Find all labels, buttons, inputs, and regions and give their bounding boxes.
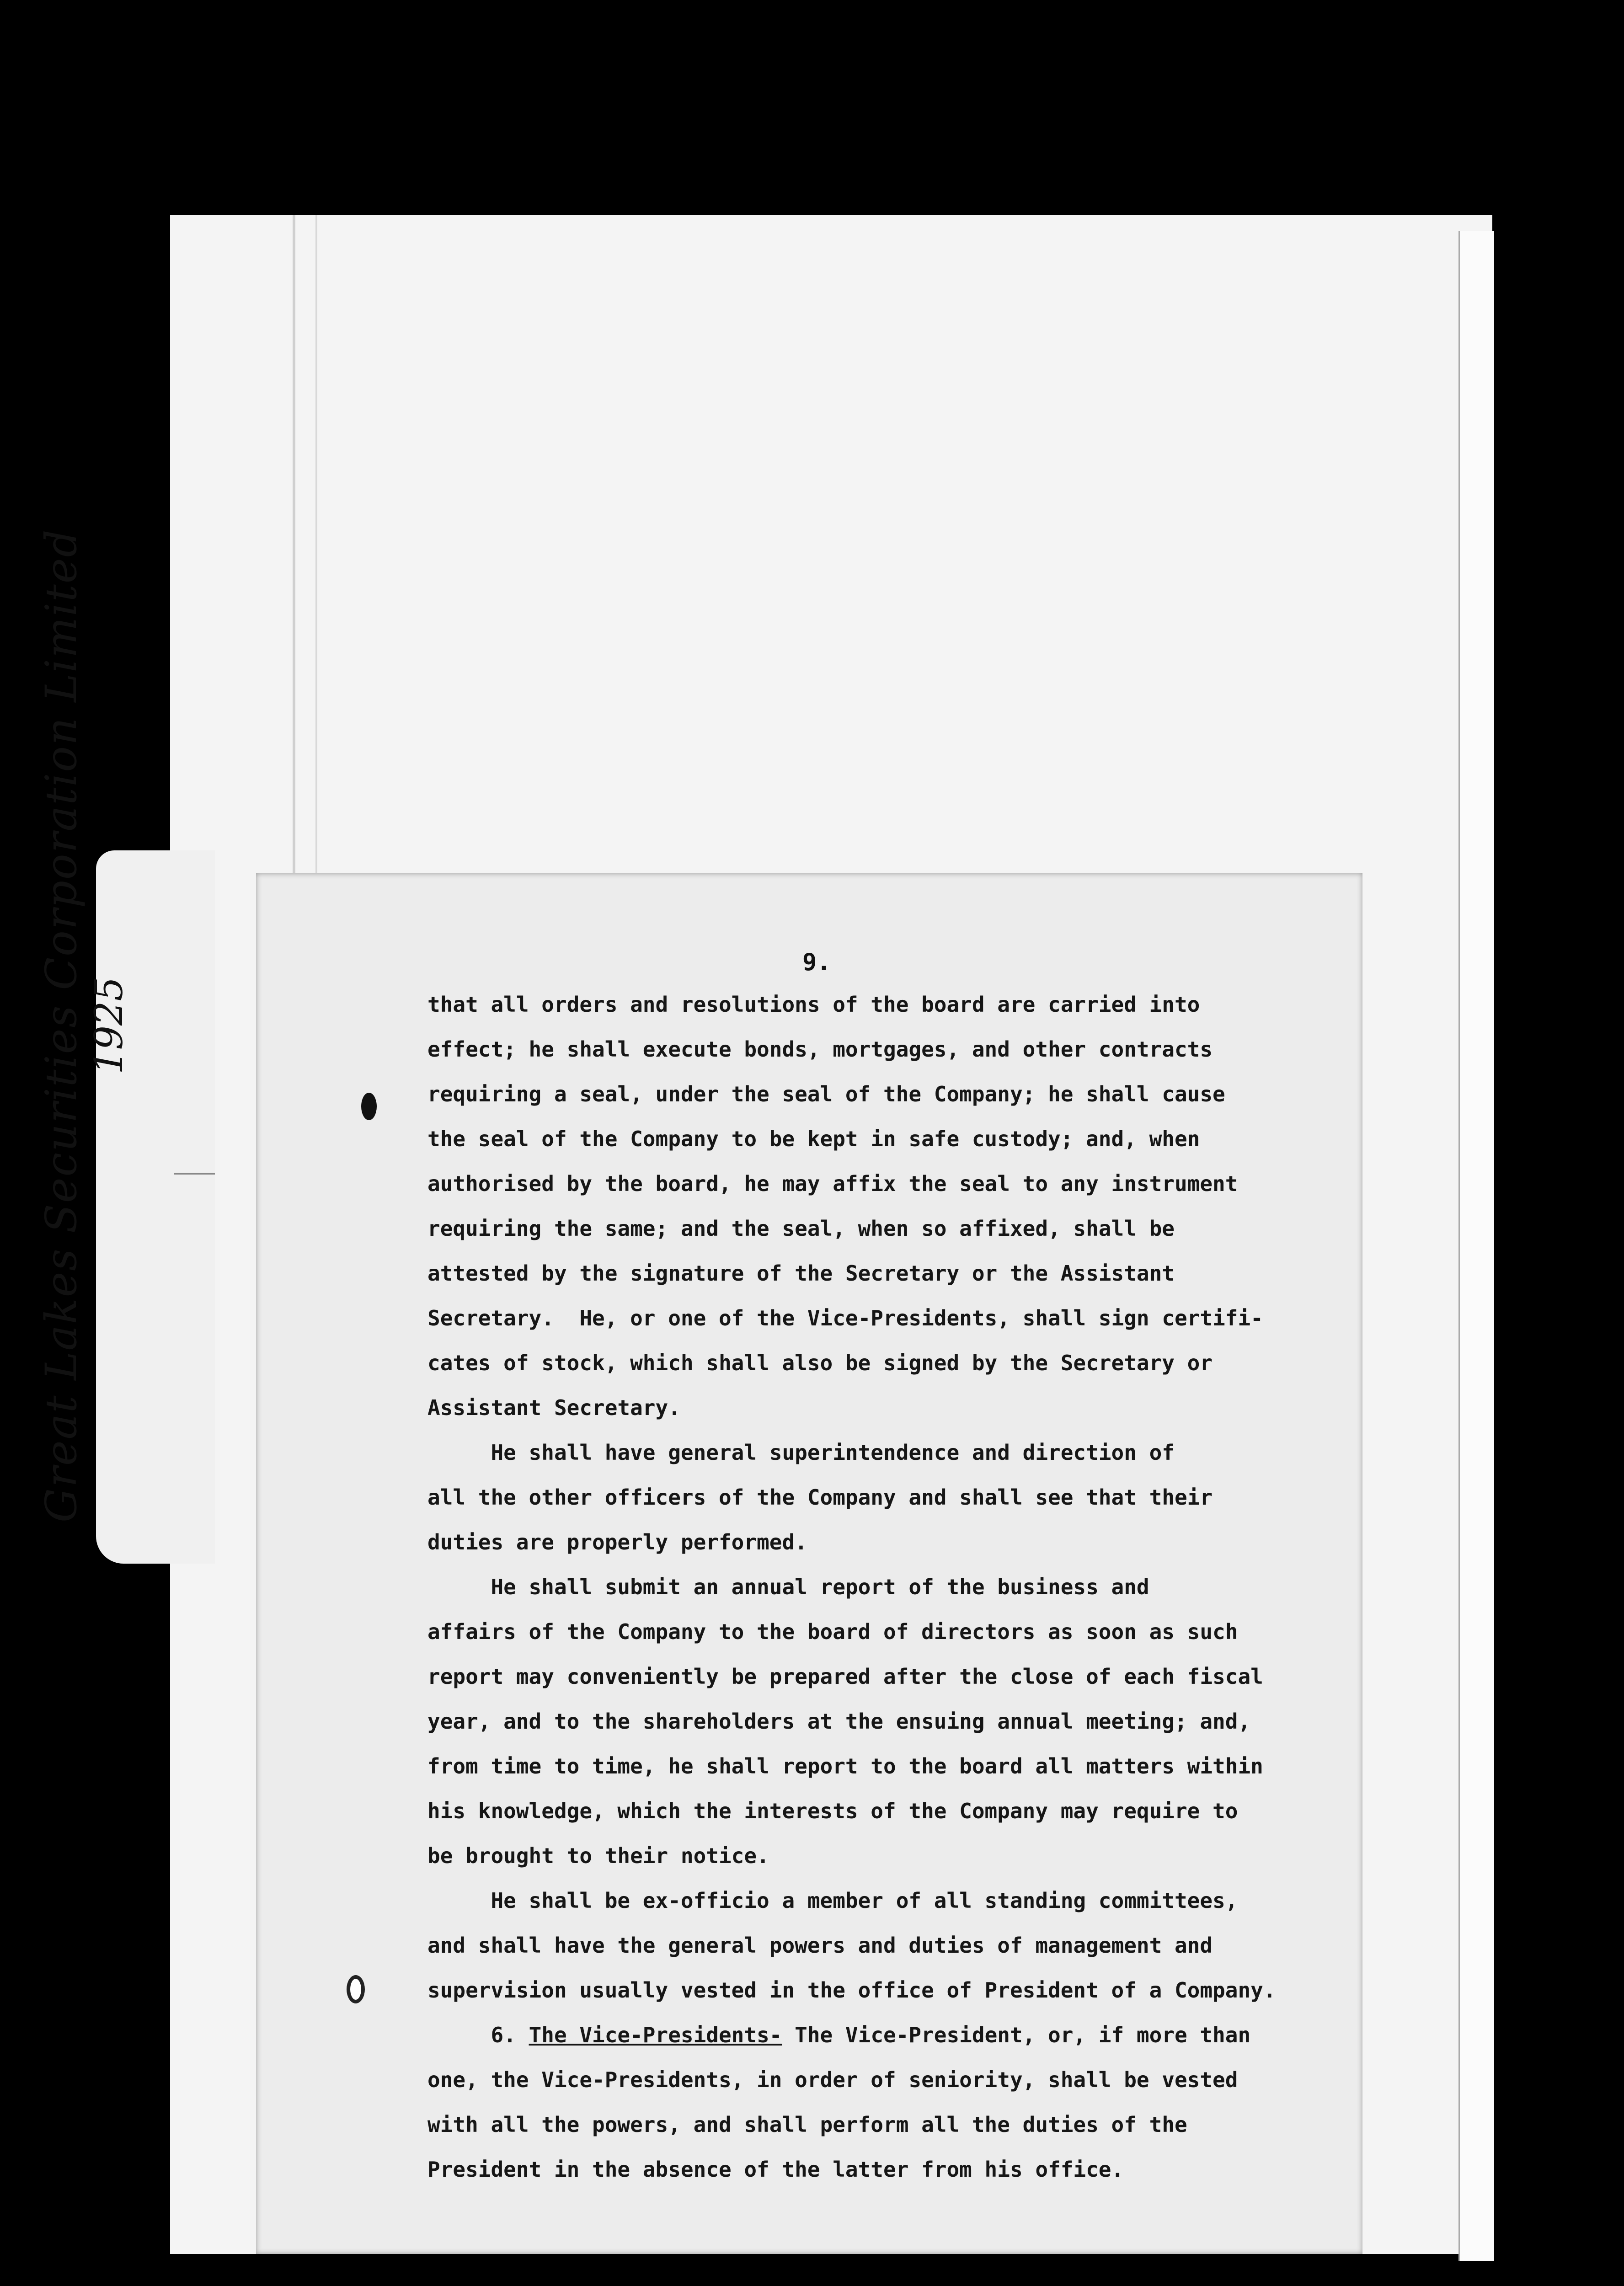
typed-text-body <box>427 982 1333 2192</box>
text-line: his knowledge, which the interests of the Company may require to <box>427 1799 1238 1823</box>
handwritten-marginalia <box>37 529 142 1522</box>
text-line: He shall have general superintendence and direction of <box>427 1440 1175 1465</box>
text-line: effect; he shall execute bonds, mortgages, and other contracts <box>427 1037 1213 1062</box>
text-line: year, and to the shareholders at the ensuing annual meeting; and, <box>427 1709 1251 1734</box>
punch-hole <box>347 1975 365 2003</box>
text-line: cates of stock, which shall also be signed by the Secretary or <box>427 1351 1213 1375</box>
section-6-heading: The Vice-Presidents- <box>529 2023 782 2047</box>
text-line: attested by the signature of the Secretary or the Assistant <box>427 1261 1175 1286</box>
text-line: report may conveniently be prepared after the close of each fiscal <box>427 1664 1263 1689</box>
pencil-mark <box>174 1173 215 1175</box>
text-line: requiring the same; and the seal, when so affixed, shall be <box>427 1216 1175 1241</box>
text-line: President in the absence of the latter from his office. <box>427 2157 1124 2182</box>
section-6-line <box>427 2013 1333 2057</box>
text-line: with all the powers, and shall perform all the duties of the <box>427 2112 1187 2137</box>
text-line: all the other officers of the Company and shall see that their <box>427 1485 1213 1510</box>
text-line: He shall be ex-officio a member of all standing committees, <box>427 1888 1238 1913</box>
text-line: supervision usually vested in the office of President of a Company. <box>427 1978 1276 2003</box>
text-line: the seal of the Company to be kept in safe custody; and, when <box>427 1127 1200 1151</box>
text-line: one, the Vice-Presidents, in order of seniority, shall be vested <box>427 2067 1238 2092</box>
section-6-text: The Vice-President, or, if more than <box>782 2023 1251 2047</box>
text-line: requiring a seal, under the seal of the Company; he shall cause <box>427 1082 1225 1106</box>
sheet-edge <box>1458 231 1494 2261</box>
marginalia-company: Great Lakes Securities Corporation Limited <box>37 529 86 1522</box>
marginalia-year: 1925 <box>86 977 131 1074</box>
text-line: from time to time, he shall report to the board all matters within <box>427 1754 1263 1779</box>
section-6-number: 6. <box>427 2023 529 2047</box>
text-line: and shall have the general powers and duties of management and <box>427 1933 1213 1958</box>
text-line: that all orders and resolutions of the board are carried into <box>427 992 1200 1017</box>
punch-hole <box>361 1093 377 1120</box>
text-line: Secretary. He, or one of the Vice-Presidents, shall sign certifi- <box>427 1306 1263 1330</box>
text-line: authorised by the board, he may affix the seal to any instrument <box>427 1171 1238 1196</box>
page-number: 9. <box>802 949 831 976</box>
text-line: duties are properly performed. <box>427 1530 807 1554</box>
text-line: Assistant Secretary. <box>427 1395 681 1420</box>
text-line: He shall submit an annual report of the business and <box>427 1575 1149 1599</box>
text-line: be brought to their notice. <box>427 1843 769 1868</box>
text-line: affairs of the Company to the board of directors as soon as such <box>427 1619 1238 1644</box>
